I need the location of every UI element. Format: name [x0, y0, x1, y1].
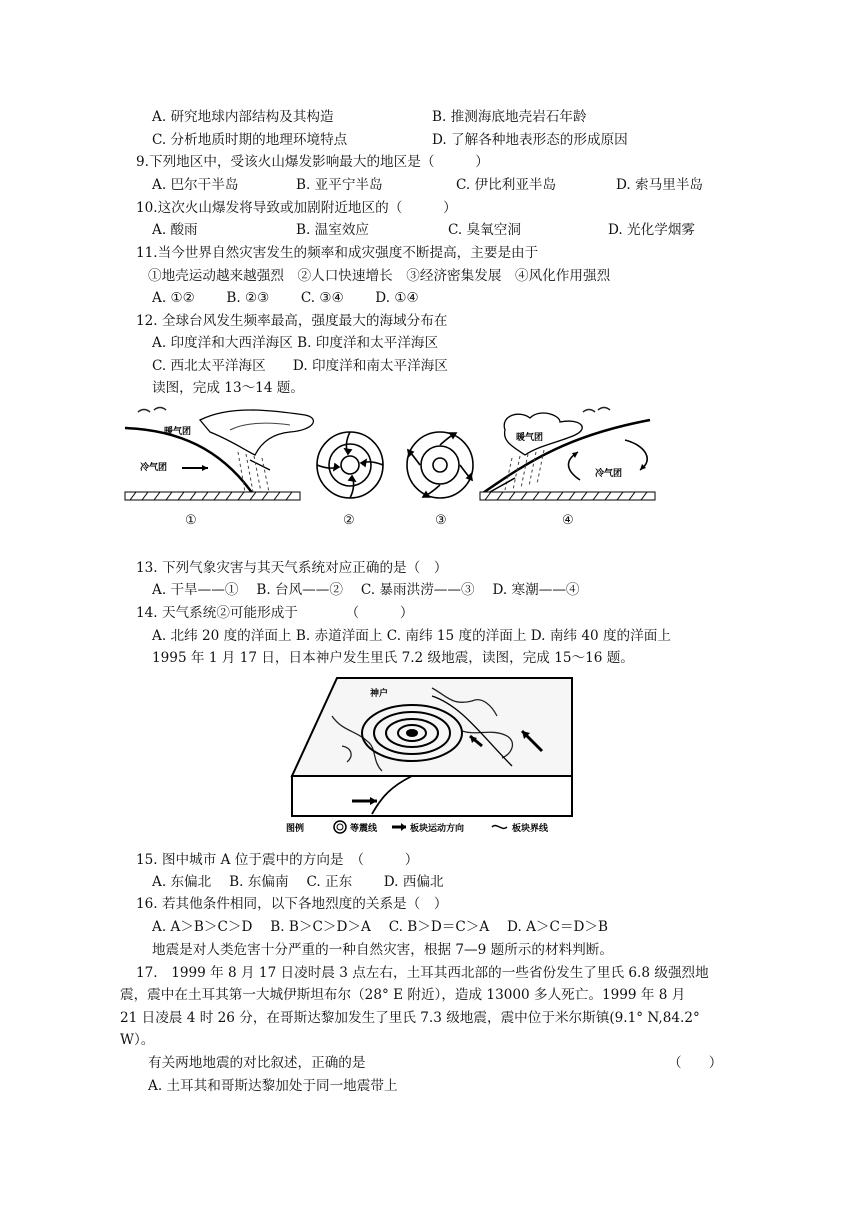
warm-air-label-1: 暖气团: [164, 427, 192, 437]
warm-air-label-4: 暖气团: [516, 433, 544, 443]
question-17-answer-paren: （ ）: [668, 1055, 723, 1071]
question-11-statements: ①地壳运动越来越强烈 ②人口快速增长 ③经济密集发展 ④风化作用强烈: [148, 268, 611, 284]
option-9b: B. 亚平宁半岛: [296, 177, 383, 193]
option-9a: A. 巴尔干半岛: [152, 177, 239, 193]
weather-panel-3: [407, 432, 473, 498]
option-8c: C. 分析地质时期的地理环境特点: [152, 132, 348, 148]
question-16-options: A. A＞B＞C＞D B. B＞C＞D＞A C. B＞D＝C＞A D. A＞C＝D＞B: [152, 919, 608, 935]
cold-air-label-4: 冷气团: [595, 469, 623, 479]
legend-isoseismal: 等震线: [350, 824, 378, 834]
legend-plate-motion: 板块运动方向: [410, 824, 465, 834]
option-9d: D. 索马里半岛: [616, 177, 704, 193]
option-10c: C. 臭氧空洞: [448, 222, 521, 238]
question-12: 12. 全球台风发生频率最高，强度最大的海域分布在: [136, 313, 448, 329]
weather-label-3: ③: [435, 513, 447, 528]
read-figure-13-14: 读图，完成 13～14 题。: [152, 380, 304, 396]
weather-panel-4: [480, 408, 655, 501]
kobe-earthquake-map: [282, 676, 582, 836]
cold-air-label-1: 冷气团: [140, 463, 168, 473]
question-17-option-a: A. 土耳其和哥斯达黎加处于同一地震带上: [148, 1078, 398, 1094]
option-8d: D. 了解各种地表形态的形成原因: [432, 132, 628, 148]
question-12-options-ab: A. 印度洋和大西洋海区 B. 印度洋和太平洋海区: [152, 335, 439, 351]
question-14: 14. 天气系统②可能形成于 （ ）: [136, 605, 414, 621]
question-15: 15. 图中城市 A 位于震中的方向是 （ ）: [136, 852, 419, 868]
question-17-line4: W）。: [120, 1032, 155, 1048]
question-10: 10.这次火山爆发将导致或加剧附近地区的（ ）: [136, 200, 457, 216]
option-10d: D. 光化学烟雾: [608, 222, 696, 238]
question-17-line2: 震，震中在土耳其第一大城伊斯坦布尔（28° E 附近），造成 13000 多人死亡。1999 年 8 月: [120, 987, 686, 1003]
weather-label-1: ①: [185, 513, 197, 528]
question-12-options-cd: C. 西北太平洋海区 D. 印度洋和南太平洋海区: [152, 358, 448, 374]
option-9c: C. 伊比利亚半岛: [456, 177, 557, 193]
earthquake-intro: 地震是对人类危害十分严重的一种自然灾害，根据 7—9 题所示的材料判断。: [152, 942, 613, 958]
legend-title: 图例: [286, 824, 305, 834]
option-10b: B. 温室效应: [296, 222, 370, 238]
question-17-stem: 有关两地地震的对比叙述，正确的是: [148, 1055, 366, 1071]
option-8b: B. 推测海底地壳岩石年龄: [432, 109, 587, 125]
question-11-options: A. ①② B. ②③ C. ③④ D. ①④: [152, 290, 419, 306]
weather-systems-figure: [120, 400, 660, 540]
weather-label-4: ④: [562, 513, 574, 528]
question-13: 13. 下列气象灾害与其天气系统对应正确的是（ ）: [136, 560, 448, 576]
question-11: 11.当今世界自然灾害发生的频率和成灾强度不断提高，主要是由于: [136, 245, 539, 261]
option-10a: A. 酸雨: [152, 222, 198, 238]
weather-panel-2: [317, 432, 383, 498]
question-17-line1: 17. 1999 年 8 月 17 日凌时晨 3 点左右，土耳其西北部的一些省份发生了里氏 6.8 级强烈地: [136, 965, 709, 981]
question-13-options: A. 干旱——① B. 台风——② C. 暴雨洪涝——③ D. 寒潮——④: [152, 582, 580, 598]
question-15-options: A. 东偏北 B. 东偏南 C. 正东 D. 西偏北: [152, 874, 444, 890]
legend-plate-boundary: 板块界线: [512, 824, 549, 834]
weather-panel-1: [125, 408, 313, 501]
kobe-intro: 1995 年 1 月 17 日，日本神户发生里氏 7.2 级地震，读图，完成 15～16 题。: [152, 650, 634, 666]
kobe-label: 神户: [370, 689, 389, 699]
question-16: 16. 若其他条件相同，以下各地烈度的关系是（ ）: [136, 896, 448, 912]
question-9: 9.下列地区中，受该火山爆发影响最大的地区是（ ）: [136, 154, 489, 170]
option-8a: A. 研究地球内部结构及其构造: [152, 109, 334, 125]
question-17-line3: 21 日凌晨 4 时 26 分，在哥斯达黎加发生了里氏 7.3 级地震，震中位于米尔斯镇(9.1° N,84.2°: [120, 1010, 700, 1026]
question-14-options: A. 北纬 20 度的洋面上 B. 赤道洋面上 C. 南纬 15 度的洋面上 D. 南纬 40 度的洋面上: [152, 628, 671, 644]
weather-label-2: ②: [343, 513, 355, 528]
